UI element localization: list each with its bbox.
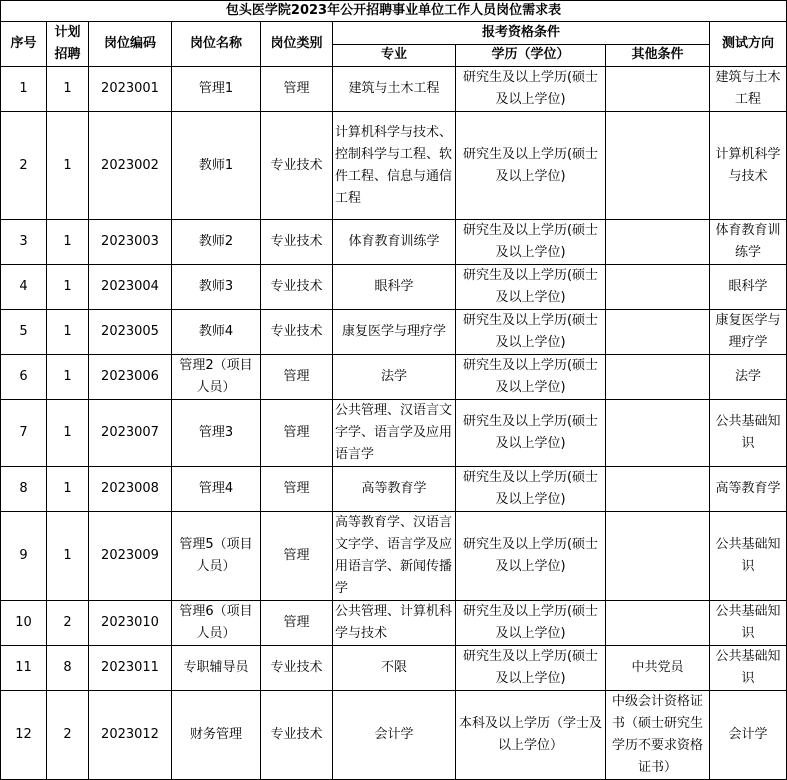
cell-plan: 1	[47, 67, 89, 112]
cell-name: 管理5（项目人员）	[172, 512, 261, 601]
header-test: 测试方向	[710, 22, 787, 67]
cell-education: 研究生及以上学历(硕士及以上学位)	[456, 355, 606, 400]
cell-name: 专职辅导员	[172, 646, 261, 691]
cell-plan: 2	[47, 601, 89, 646]
cell-category: 专业技术	[261, 265, 333, 310]
cell-other	[606, 310, 710, 355]
cell-education: 研究生及以上学历(硕士及以上学位)	[456, 310, 606, 355]
cell-test: 法学	[710, 355, 787, 400]
header-requirements: 报考资格条件	[333, 22, 710, 45]
cell-category: 管理	[261, 601, 333, 646]
cell-plan: 1	[47, 512, 89, 601]
cell-seq: 12	[1, 691, 47, 780]
cell-major: 康复医学与理疗学	[333, 310, 456, 355]
cell-name: 财务管理	[172, 691, 261, 780]
cell-name: 教师4	[172, 310, 261, 355]
cell-code: 2023012	[89, 691, 172, 780]
cell-code: 2023009	[89, 512, 172, 601]
cell-code: 2023007	[89, 400, 172, 467]
cell-test: 计算机科学与技术	[710, 112, 787, 220]
table-row	[1, 400, 787, 467]
header-seq: 序号	[1, 22, 47, 67]
cell-major: 不限	[333, 646, 456, 691]
table-row	[1, 265, 787, 310]
cell-test: 眼科学	[710, 265, 787, 310]
cell-seq: 6	[1, 355, 47, 400]
cell-seq: 10	[1, 601, 47, 646]
cell-category: 专业技术	[261, 220, 333, 265]
cell-name: 教师1	[172, 112, 261, 220]
table-row	[1, 355, 787, 400]
table-row	[1, 467, 787, 512]
cell-other	[606, 265, 710, 310]
table-row	[1, 512, 787, 601]
table-row	[1, 646, 787, 691]
table-row	[1, 67, 787, 112]
cell-seq: 4	[1, 265, 47, 310]
cell-other	[606, 467, 710, 512]
cell-code: 2023002	[89, 112, 172, 220]
cell-major: 高等教育学	[333, 467, 456, 512]
cell-education: 本科及以上学历（学士及以上学位）	[456, 691, 606, 780]
cell-plan: 8	[47, 646, 89, 691]
cell-education: 研究生及以上学历(硕士及以上学位)	[456, 265, 606, 310]
cell-category: 专业技术	[261, 112, 333, 220]
table-title: 包头医学院2023年公开招聘事业单位工作人员岗位需求表	[1, 1, 787, 22]
cell-major: 眼科学	[333, 265, 456, 310]
cell-seq: 7	[1, 400, 47, 467]
cell-code: 2023006	[89, 355, 172, 400]
cell-education: 研究生及以上学历(硕士及以上学位)	[456, 601, 606, 646]
cell-plan: 1	[47, 355, 89, 400]
cell-category: 管理	[261, 400, 333, 467]
cell-plan: 1	[47, 400, 89, 467]
cell-category: 管理	[261, 512, 333, 601]
cell-other: 中级会计资格证书（硕士研究生学历不要求资格证书）	[606, 691, 710, 780]
table-row	[1, 601, 787, 646]
cell-education: 研究生及以上学历(硕士及以上学位)	[456, 112, 606, 220]
cell-other	[606, 220, 710, 265]
cell-plan: 1	[47, 467, 89, 512]
header-code: 岗位编码	[89, 22, 172, 67]
cell-test: 会计学	[710, 691, 787, 780]
header-plan: 计划招聘	[47, 22, 89, 67]
header-major: 专业	[333, 44, 456, 67]
table-row	[1, 310, 787, 355]
cell-name: 教师2	[172, 220, 261, 265]
cell-other	[606, 400, 710, 467]
cell-major: 公共管理、计算机科学与技术	[333, 601, 456, 646]
cell-other	[606, 67, 710, 112]
cell-test: 建筑与土木工程	[710, 67, 787, 112]
cell-name: 教师3	[172, 265, 261, 310]
cell-major: 体育教育训练学	[333, 220, 456, 265]
cell-education: 研究生及以上学历(硕士及以上学位)	[456, 512, 606, 601]
cell-plan: 2	[47, 691, 89, 780]
cell-major: 建筑与土木工程	[333, 67, 456, 112]
cell-name: 管理4	[172, 467, 261, 512]
cell-test: 体育教育训练学	[710, 220, 787, 265]
cell-test: 公共基础知识	[710, 512, 787, 601]
cell-plan: 1	[47, 265, 89, 310]
cell-test: 康复医学与理疗学	[710, 310, 787, 355]
cell-code: 2023004	[89, 265, 172, 310]
cell-major: 计算机科学与技术、控制科学与工程、软件工程、信息与通信工程	[333, 112, 456, 220]
cell-name: 管理6（项目人员）	[172, 601, 261, 646]
cell-code: 2023005	[89, 310, 172, 355]
cell-code: 2023011	[89, 646, 172, 691]
cell-seq: 11	[1, 646, 47, 691]
cell-category: 管理	[261, 67, 333, 112]
cell-education: 研究生及以上学历(硕士及以上学位)	[456, 67, 606, 112]
cell-major: 公共管理、汉语言文字学、语言学及应用语言学	[333, 400, 456, 467]
cell-code: 2023008	[89, 467, 172, 512]
header-other: 其他条件	[606, 44, 710, 67]
cell-plan: 1	[47, 220, 89, 265]
cell-other	[606, 355, 710, 400]
cell-code: 2023003	[89, 220, 172, 265]
cell-seq: 3	[1, 220, 47, 265]
cell-category: 管理	[261, 467, 333, 512]
cell-other	[606, 601, 710, 646]
cell-category: 专业技术	[261, 646, 333, 691]
table-row	[1, 112, 787, 220]
cell-major: 法学	[333, 355, 456, 400]
table-row	[1, 691, 787, 780]
cell-other	[606, 512, 710, 601]
cell-code: 2023001	[89, 67, 172, 112]
cell-test: 公共基础知识	[710, 601, 787, 646]
cell-seq: 8	[1, 467, 47, 512]
cell-plan: 1	[47, 112, 89, 220]
table-row	[1, 220, 787, 265]
header-education: 学历（学位）	[456, 44, 606, 67]
cell-name: 管理3	[172, 400, 261, 467]
cell-major: 会计学	[333, 691, 456, 780]
cell-education: 研究生及以上学历(硕士及以上学位)	[456, 467, 606, 512]
cell-test: 公共基础知识	[710, 646, 787, 691]
cell-name: 管理1	[172, 67, 261, 112]
cell-name: 管理2（项目人员）	[172, 355, 261, 400]
cell-code: 2023010	[89, 601, 172, 646]
cell-category: 专业技术	[261, 310, 333, 355]
cell-education: 研究生及以上学历(硕士及以上学位)	[456, 400, 606, 467]
cell-education: 研究生及以上学历(硕士及以上学位)	[456, 646, 606, 691]
cell-category: 管理	[261, 355, 333, 400]
header-category: 岗位类别	[261, 22, 333, 67]
cell-test: 高等教育学	[710, 467, 787, 512]
cell-plan: 1	[47, 310, 89, 355]
cell-other	[606, 112, 710, 220]
header-name: 岗位名称	[172, 22, 261, 67]
cell-other: 中共党员	[606, 646, 710, 691]
cell-seq: 1	[1, 67, 47, 112]
cell-major: 高等教育学、汉语言文字学、语言学及应用语言学、新闻传播学	[333, 512, 456, 601]
cell-category: 专业技术	[261, 691, 333, 780]
cell-seq: 2	[1, 112, 47, 220]
cell-test: 公共基础知识	[710, 400, 787, 467]
cell-education: 研究生及以上学历(硕士及以上学位)	[456, 220, 606, 265]
cell-seq: 9	[1, 512, 47, 601]
cell-seq: 5	[1, 310, 47, 355]
